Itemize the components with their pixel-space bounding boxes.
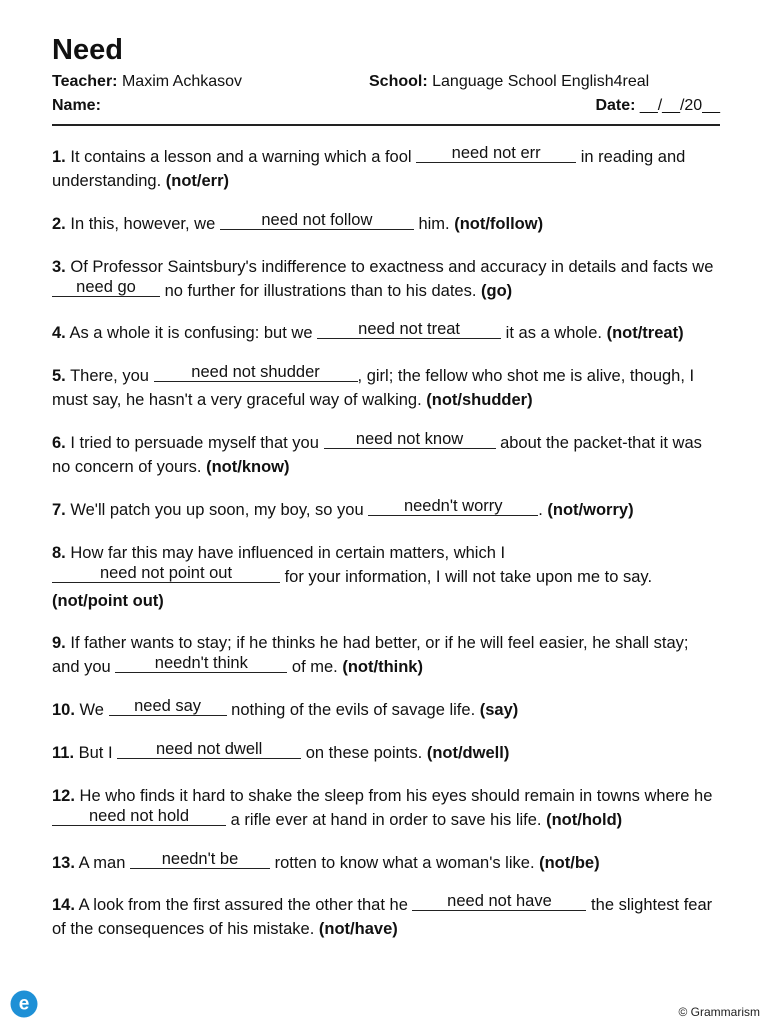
item-text-before: It contains a lesson and a warning which a fool bbox=[70, 148, 417, 166]
item-hint: (not/point out) bbox=[52, 591, 164, 610]
name-date-row bbox=[52, 94, 720, 118]
item-text-before: If father wants to stay; if he thinks he had better, or if he will feel easier, he shall stay; and you bbox=[52, 634, 689, 677]
exercise-item bbox=[52, 851, 720, 875]
item-text-before: Of Professor Saintsbury's indifference to exactness and accuracy in details and facts we bbox=[70, 257, 714, 276]
item-text-before: A man bbox=[78, 853, 130, 872]
item-hint: (not/follow) bbox=[454, 214, 544, 233]
exercise-item bbox=[52, 784, 720, 832]
answer-blank[interactable] bbox=[115, 655, 287, 673]
item-number: 3. bbox=[52, 257, 66, 276]
answer-blank[interactable] bbox=[52, 279, 160, 297]
answer-blank[interactable] bbox=[220, 212, 414, 230]
item-text-after: about the packet-that it was no concern of yours. bbox=[52, 433, 702, 476]
answer-blank[interactable] bbox=[368, 498, 538, 516]
item-text-before: We bbox=[79, 701, 109, 720]
exercise-item bbox=[52, 145, 720, 193]
item-hint: (not/think) bbox=[342, 658, 423, 677]
item-text-after: . bbox=[538, 500, 548, 519]
teacher-label: Teacher: bbox=[52, 73, 118, 90]
item-text-before: In this, however, we bbox=[70, 214, 220, 233]
item-number: 8. bbox=[52, 543, 66, 562]
exercise-list bbox=[52, 145, 720, 941]
school-name: Language School English4real bbox=[432, 73, 650, 90]
exercise-item bbox=[52, 893, 720, 941]
item-text-after: in reading and understanding. bbox=[52, 148, 686, 190]
exercise-item bbox=[52, 321, 720, 345]
item-text-after: , girl; the fellow who shot me is alive, though, I must say, he hasn't a very graceful way of walking. bbox=[52, 367, 695, 410]
item-hint: (say) bbox=[479, 701, 519, 720]
item-number: 13. bbox=[52, 853, 75, 872]
grammarism-logo-icon bbox=[10, 990, 38, 1018]
answer-blank[interactable] bbox=[52, 808, 226, 826]
page-title: Need bbox=[52, 34, 123, 66]
answer-text: need not know bbox=[355, 429, 464, 448]
item-text-after: no further for illustrations than to his dates. bbox=[160, 281, 482, 300]
answer-text: need not treat bbox=[358, 320, 460, 339]
item-text-after: rotten to know what a woman's like. bbox=[270, 853, 540, 872]
item-number: 11. bbox=[52, 743, 75, 762]
item-text-before: How far this may have influenced in certain matters, which I bbox=[70, 543, 506, 562]
item-hint: (go) bbox=[481, 281, 513, 300]
item-number: 9. bbox=[52, 634, 66, 653]
answer-text: need not follow bbox=[261, 210, 373, 229]
item-hint: (not/shudder) bbox=[426, 391, 533, 410]
copyright: © Grammarism bbox=[678, 1005, 760, 1019]
date-info bbox=[595, 94, 720, 118]
exercise-item bbox=[52, 541, 720, 613]
answer-text: needn't worry bbox=[403, 496, 503, 515]
logo-letter: e bbox=[18, 993, 30, 1015]
answer-text: need not shudder bbox=[191, 363, 320, 382]
answer-blank[interactable] bbox=[416, 145, 576, 163]
item-hint: (not/dwell) bbox=[426, 743, 510, 762]
item-text-after: on these points. bbox=[301, 743, 427, 762]
date-label: Date: bbox=[595, 97, 636, 114]
teacher-info bbox=[52, 73, 242, 90]
item-text-after: the slightest fear of the consequences of his mistake. bbox=[52, 896, 713, 939]
exercise-item bbox=[52, 631, 720, 679]
item-text-before: But I bbox=[78, 743, 118, 762]
header-divider bbox=[52, 124, 720, 126]
exercise-item bbox=[52, 498, 720, 522]
item-text-after: for your information, I will not take upon me to say. bbox=[280, 567, 653, 586]
school-label: School: bbox=[369, 73, 428, 90]
item-text-after: him. bbox=[413, 214, 455, 233]
item-number: 12. bbox=[52, 786, 75, 805]
item-number: 14. bbox=[52, 896, 75, 915]
item-hint: (not/know) bbox=[206, 457, 290, 476]
item-number: 5. bbox=[52, 367, 66, 386]
exercise-item bbox=[52, 255, 720, 303]
date-value: __/__/20__ bbox=[639, 97, 720, 114]
answer-blank[interactable] bbox=[412, 893, 586, 911]
item-hint: (not/treat) bbox=[606, 324, 684, 343]
exercise-item bbox=[52, 698, 720, 722]
answer-text: needn't be bbox=[161, 849, 239, 868]
answer-text: need not have bbox=[447, 892, 552, 911]
answer-blank[interactable] bbox=[130, 851, 270, 869]
answer-blank[interactable] bbox=[154, 364, 358, 382]
item-text-before: He who finds it hard to shake the sleep from his eyes should remain in towns where he bbox=[79, 786, 713, 805]
item-text-before: A look from the first assured the other that he bbox=[78, 896, 413, 915]
name-label: Name: bbox=[52, 97, 101, 114]
item-hint: (not/be) bbox=[539, 853, 600, 872]
answer-text: needn't think bbox=[154, 654, 248, 673]
exercise-item bbox=[52, 741, 720, 765]
answer-blank[interactable] bbox=[109, 698, 227, 716]
school-info bbox=[369, 70, 649, 94]
answer-text: need go bbox=[76, 277, 136, 296]
answer-text: need not point out bbox=[99, 563, 233, 582]
item-number: 7. bbox=[52, 500, 66, 519]
item-number: 2. bbox=[52, 214, 66, 233]
item-text-before: As a whole it is confusing: but we bbox=[69, 324, 318, 343]
answer-blank[interactable] bbox=[117, 741, 301, 759]
answer-text: need not hold bbox=[88, 806, 189, 825]
item-hint: (not/have) bbox=[318, 920, 398, 939]
item-number: 10. bbox=[52, 701, 75, 720]
answer-blank[interactable] bbox=[52, 565, 280, 583]
item-number: 4. bbox=[52, 324, 66, 343]
exercise-item bbox=[52, 431, 720, 479]
item-text-before: There, you bbox=[70, 367, 154, 386]
item-text-after: it as a whole. bbox=[501, 324, 607, 343]
exercise-item bbox=[52, 364, 720, 412]
item-hint: (not/hold) bbox=[546, 810, 623, 829]
item-number: 6. bbox=[52, 433, 66, 452]
worksheet bbox=[52, 30, 720, 960]
answer-text: need say bbox=[134, 697, 202, 716]
answer-text: need not dwell bbox=[155, 739, 263, 758]
teacher-name: Maxim Achkasov bbox=[121, 73, 243, 90]
exercise-item bbox=[52, 212, 720, 236]
answer-blank[interactable] bbox=[317, 321, 501, 339]
item-hint: (not/err) bbox=[165, 172, 230, 190]
item-text-before: We'll patch you up soon, my boy, so you bbox=[70, 500, 369, 519]
item-text-after: of me. bbox=[287, 658, 343, 677]
item-hint: (not/worry) bbox=[547, 500, 634, 519]
item-text-before: I tried to persuade myself that you bbox=[70, 433, 324, 452]
answer-text: need not err bbox=[451, 144, 541, 162]
item-number: 1. bbox=[52, 148, 66, 166]
teacher-school-row bbox=[52, 70, 720, 94]
answer-blank[interactable] bbox=[324, 431, 496, 449]
item-text-after: nothing of the evils of savage life. bbox=[226, 701, 480, 720]
item-text-after: a rifle ever at hand in order to save his life. bbox=[226, 810, 547, 829]
